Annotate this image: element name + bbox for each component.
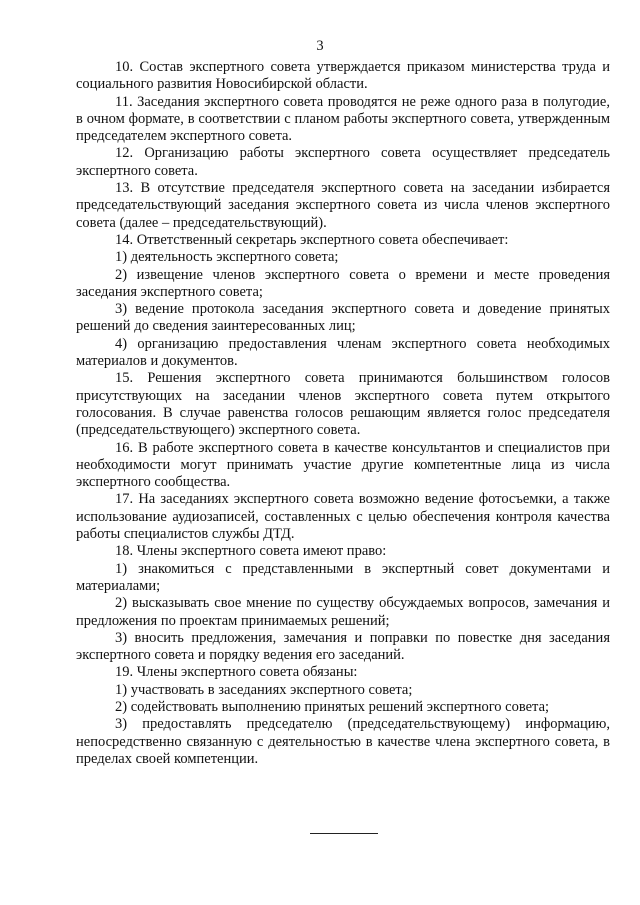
paragraph-19: 19. Члены экспертного совета обязаны:	[115, 664, 358, 681]
list-item-19-2: 2) содействовать выполнению принятых решений экспертного совета;	[115, 698, 550, 715]
paragraph-15: 15. Решения экспертного совета принимаются большинством голосов присутствующих на заседании членов экспертного совета путем открытого голосования. В случае равенства голосов решающим является голос председателя (председательствующего) экспертного совета.	[76, 370, 610, 439]
document-body	[76, 59, 610, 768]
end-of-document-rule	[310, 833, 378, 834]
paragraph-12: 12. Организацию работы экспертного совета осуществляет председатель экспертного совета.	[76, 145, 610, 179]
list-item-14-3: 3) ведение протокола заседания экспертного совета и доведение принятых решений до сведения заинтересованных лиц;	[76, 301, 610, 335]
list-item-14-1: 1) деятельность экспертного совета;	[115, 249, 339, 266]
paragraph-10: 10. Состав экспертного совета утверждается приказом министерства труда и социального развития Новосибирской области.	[76, 59, 610, 93]
list-item-19-3: 3) предоставлять председателю (председательствующему) информацию, непосредственно связанную с деятельностью в качестве члена экспертного совета, в пределах своей компетенции.	[76, 716, 610, 767]
list-item-14-2: 2) извещение членов экспертного совета о времени и месте проведения заседания экспертного совета;	[76, 266, 610, 300]
list-item-18-1: 1) знакомиться с представленными в экспертный совет документами и материалами;	[76, 560, 610, 594]
paragraph-14: 14. Ответственный секретарь экспертного совета обеспечивает:	[115, 231, 509, 248]
page-number: 3	[316, 38, 324, 54]
paragraph-18: 18. Члены экспертного совета имеют право:	[115, 543, 387, 560]
paragraph-17: 17. На заседаниях экспертного совета возможно ведение фотосъемки, а также использование аудиозаписей, составленных с целью обеспечения контроля качества работы специалистов службы ДТД.	[76, 491, 610, 543]
paragraph-11: 11. Заседания экспертного совета проводятся не реже одного раза в полугодие, в очном формате, в соответствии с планом работы экспертного совета, утвержденным председателем экспертного совета.	[76, 93, 610, 145]
paragraph-16: 16. В работе экспертного совета в качестве консультантов и специалистов при необходимости могут принимать участие другие компетентные лица из числа экспертного сообщества.	[76, 439, 610, 491]
list-item-18-2: 2) высказывать свое мнение по существу обсуждаемых вопросов, замечания и предложения по проектам принимаемых решений;	[76, 595, 610, 629]
list-item-14-4: 4) организацию предоставления членам экспертного совета необходимых материалов и документов.	[76, 335, 610, 370]
list-item-18-3: 3) вносить предложения, замечания и поправки по повестке дня заседания экспертного совета и порядку ведения его заседаний.	[76, 629, 610, 664]
paragraph-13: 13. В отсутствие председателя экспертного совета на заседании избирается председательствующий заседания экспертного совета из числа членов экспертного совета (далее – председательствующий).	[76, 180, 610, 231]
list-item-19-1: 1) участвовать в заседаниях экспертного совета;	[115, 681, 413, 698]
